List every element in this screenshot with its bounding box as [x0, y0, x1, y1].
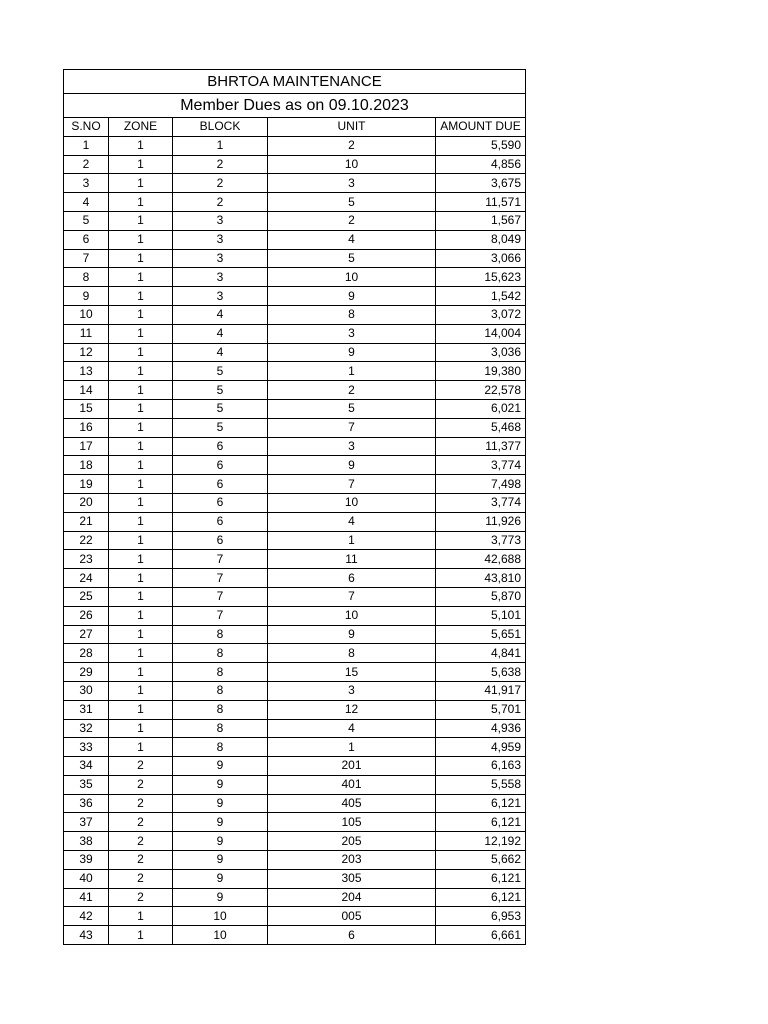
zone-cell: 1 [109, 681, 173, 700]
sno-cell: 42 [64, 907, 109, 926]
sno-cell: 20 [64, 493, 109, 512]
unit-cell: 3 [268, 681, 436, 700]
zone-cell: 1 [109, 926, 173, 945]
unit-cell: 1 [268, 738, 436, 757]
sno-cell: 18 [64, 456, 109, 475]
unit-cell: 6 [268, 926, 436, 945]
amount-due-cell: 6,953 [436, 907, 526, 926]
sno-cell: 2 [64, 155, 109, 174]
sno-cell: 19 [64, 475, 109, 494]
zone-cell: 1 [109, 437, 173, 456]
table-row [64, 249, 526, 268]
block-cell: 3 [173, 287, 268, 306]
sno-cell: 7 [64, 249, 109, 268]
zone-cell: 2 [109, 757, 173, 776]
block-cell: 5 [173, 381, 268, 400]
block-cell: 9 [173, 813, 268, 832]
table-row [64, 888, 526, 907]
zone-cell: 1 [109, 550, 173, 569]
unit-cell: 10 [268, 493, 436, 512]
block-cell: 8 [173, 663, 268, 682]
table-row [64, 512, 526, 531]
block-cell: 8 [173, 681, 268, 700]
block-cell: 3 [173, 249, 268, 268]
block-cell: 9 [173, 775, 268, 794]
amount-due-cell: 4,856 [436, 155, 526, 174]
zone-cell: 2 [109, 832, 173, 851]
unit-cell: 2 [268, 136, 436, 155]
amount-due-cell: 1,542 [436, 287, 526, 306]
subtitle-row [64, 94, 526, 118]
table-row [64, 907, 526, 926]
amount-due-cell: 5,558 [436, 775, 526, 794]
unit-cell: 10 [268, 268, 436, 287]
column-header-zone: ZONE [109, 118, 173, 137]
amount-due-cell: 4,936 [436, 719, 526, 738]
amount-due-cell: 5,638 [436, 663, 526, 682]
block-cell: 8 [173, 644, 268, 663]
zone-cell: 1 [109, 493, 173, 512]
amount-due-cell: 42,688 [436, 550, 526, 569]
sno-cell: 40 [64, 869, 109, 888]
table-row [64, 230, 526, 249]
unit-cell: 7 [268, 418, 436, 437]
table-row [64, 719, 526, 738]
zone-cell: 1 [109, 230, 173, 249]
amount-due-cell: 7,498 [436, 475, 526, 494]
block-cell: 8 [173, 738, 268, 757]
table-row [64, 851, 526, 870]
block-cell: 10 [173, 907, 268, 926]
zone-cell: 1 [109, 399, 173, 418]
column-header-amount-due: AMOUNT DUE [436, 118, 526, 137]
table-body [64, 136, 526, 944]
block-cell: 2 [173, 193, 268, 212]
zone-cell: 1 [109, 305, 173, 324]
table-row [64, 832, 526, 851]
zone-cell: 1 [109, 249, 173, 268]
amount-due-cell: 3,072 [436, 305, 526, 324]
sno-cell: 31 [64, 700, 109, 719]
amount-due-cell: 12,192 [436, 832, 526, 851]
amount-due-cell: 6,121 [436, 869, 526, 888]
sno-cell: 30 [64, 681, 109, 700]
sno-cell: 1 [64, 136, 109, 155]
sheet-title: BHRTOA MAINTENANCE [64, 70, 526, 94]
unit-cell: 205 [268, 832, 436, 851]
zone-cell: 1 [109, 907, 173, 926]
zone-cell: 1 [109, 362, 173, 381]
unit-cell: 12 [268, 700, 436, 719]
amount-due-cell: 5,662 [436, 851, 526, 870]
block-cell: 6 [173, 493, 268, 512]
sno-cell: 22 [64, 531, 109, 550]
sno-cell: 17 [64, 437, 109, 456]
block-cell: 9 [173, 832, 268, 851]
zone-cell: 1 [109, 211, 173, 230]
block-cell: 2 [173, 174, 268, 193]
zone-cell: 1 [109, 287, 173, 306]
sno-cell: 21 [64, 512, 109, 531]
unit-cell: 9 [268, 287, 436, 306]
sno-cell: 37 [64, 813, 109, 832]
unit-cell: 4 [268, 512, 436, 531]
sno-cell: 38 [64, 832, 109, 851]
table-row [64, 926, 526, 945]
zone-cell: 1 [109, 418, 173, 437]
unit-cell: 10 [268, 155, 436, 174]
sno-cell: 25 [64, 587, 109, 606]
zone-cell: 2 [109, 851, 173, 870]
zone-cell: 1 [109, 587, 173, 606]
block-cell: 4 [173, 305, 268, 324]
zone-cell: 1 [109, 456, 173, 475]
amount-due-cell: 3,773 [436, 531, 526, 550]
table-row [64, 362, 526, 381]
block-cell: 6 [173, 437, 268, 456]
zone-cell: 1 [109, 324, 173, 343]
amount-due-cell: 6,121 [436, 794, 526, 813]
block-cell: 8 [173, 625, 268, 644]
sno-cell: 5 [64, 211, 109, 230]
zone-cell: 1 [109, 719, 173, 738]
unit-cell: 3 [268, 437, 436, 456]
amount-due-cell: 3,036 [436, 343, 526, 362]
unit-cell: 1 [268, 362, 436, 381]
table-row [64, 381, 526, 400]
table-row [64, 456, 526, 475]
block-cell: 6 [173, 475, 268, 494]
amount-due-cell: 15,623 [436, 268, 526, 287]
block-cell: 3 [173, 268, 268, 287]
amount-due-cell: 5,651 [436, 625, 526, 644]
amount-due-cell: 6,121 [436, 813, 526, 832]
zone-cell: 1 [109, 343, 173, 362]
block-cell: 6 [173, 531, 268, 550]
amount-due-cell: 19,380 [436, 362, 526, 381]
sno-cell: 10 [64, 305, 109, 324]
unit-cell: 7 [268, 587, 436, 606]
unit-cell: 9 [268, 456, 436, 475]
unit-cell: 8 [268, 305, 436, 324]
unit-cell: 3 [268, 174, 436, 193]
block-cell: 5 [173, 362, 268, 381]
amount-due-cell: 11,377 [436, 437, 526, 456]
zone-cell: 1 [109, 606, 173, 625]
column-header-sno: S.NO [64, 118, 109, 137]
unit-cell: 3 [268, 324, 436, 343]
sheet-subtitle: Member Dues as on 09.10.2023 [64, 94, 526, 118]
zone-cell: 1 [109, 512, 173, 531]
amount-due-cell: 5,101 [436, 606, 526, 625]
table-row [64, 287, 526, 306]
title-row [64, 70, 526, 94]
zone-cell: 1 [109, 136, 173, 155]
table-row [64, 268, 526, 287]
zone-cell: 2 [109, 888, 173, 907]
amount-due-cell: 3,774 [436, 456, 526, 475]
sno-cell: 36 [64, 794, 109, 813]
table-row [64, 813, 526, 832]
unit-cell: 005 [268, 907, 436, 926]
unit-cell: 5 [268, 249, 436, 268]
sno-cell: 23 [64, 550, 109, 569]
zone-cell: 2 [109, 775, 173, 794]
sno-cell: 24 [64, 569, 109, 588]
table-row [64, 193, 526, 212]
sno-cell: 26 [64, 606, 109, 625]
dues-table [63, 69, 526, 945]
table-row [64, 681, 526, 700]
unit-cell: 405 [268, 794, 436, 813]
zone-cell: 1 [109, 644, 173, 663]
sno-cell: 16 [64, 418, 109, 437]
table-row [64, 211, 526, 230]
table-row [64, 644, 526, 663]
zone-cell: 1 [109, 625, 173, 644]
block-cell: 7 [173, 569, 268, 588]
zone-cell: 1 [109, 738, 173, 757]
amount-due-cell: 6,021 [436, 399, 526, 418]
table-row [64, 136, 526, 155]
block-cell: 4 [173, 343, 268, 362]
block-cell: 1 [173, 136, 268, 155]
unit-cell: 15 [268, 663, 436, 682]
block-cell: 3 [173, 211, 268, 230]
amount-due-cell: 43,810 [436, 569, 526, 588]
sno-cell: 12 [64, 343, 109, 362]
block-cell: 9 [173, 869, 268, 888]
zone-cell: 1 [109, 381, 173, 400]
zone-cell: 2 [109, 794, 173, 813]
unit-cell: 5 [268, 193, 436, 212]
amount-due-cell: 8,049 [436, 230, 526, 249]
amount-due-cell: 11,926 [436, 512, 526, 531]
unit-cell: 4 [268, 719, 436, 738]
table-row [64, 869, 526, 888]
zone-cell: 1 [109, 268, 173, 287]
block-cell: 7 [173, 587, 268, 606]
sno-cell: 35 [64, 775, 109, 794]
unit-cell: 5 [268, 399, 436, 418]
zone-cell: 2 [109, 869, 173, 888]
amount-due-cell: 5,590 [436, 136, 526, 155]
table-row [64, 625, 526, 644]
block-cell: 6 [173, 512, 268, 531]
unit-cell: 105 [268, 813, 436, 832]
zone-cell: 1 [109, 531, 173, 550]
amount-due-cell: 5,468 [436, 418, 526, 437]
unit-cell: 4 [268, 230, 436, 249]
unit-cell: 201 [268, 757, 436, 776]
unit-cell: 2 [268, 211, 436, 230]
table-row [64, 663, 526, 682]
table-row [64, 757, 526, 776]
sno-cell: 11 [64, 324, 109, 343]
amount-due-cell: 41,917 [436, 681, 526, 700]
table-row [64, 531, 526, 550]
amount-due-cell: 3,675 [436, 174, 526, 193]
unit-cell: 203 [268, 851, 436, 870]
column-header-block: BLOCK [173, 118, 268, 137]
table-row [64, 775, 526, 794]
block-cell: 9 [173, 888, 268, 907]
unit-cell: 1 [268, 531, 436, 550]
table-row [64, 738, 526, 757]
unit-cell: 9 [268, 625, 436, 644]
unit-cell: 7 [268, 475, 436, 494]
amount-due-cell: 5,870 [436, 587, 526, 606]
block-cell: 5 [173, 418, 268, 437]
block-cell: 2 [173, 155, 268, 174]
amount-due-cell: 3,066 [436, 249, 526, 268]
block-cell: 10 [173, 926, 268, 945]
sno-cell: 29 [64, 663, 109, 682]
block-cell: 4 [173, 324, 268, 343]
sno-cell: 34 [64, 757, 109, 776]
amount-due-cell: 6,121 [436, 888, 526, 907]
table-row [64, 174, 526, 193]
zone-cell: 1 [109, 174, 173, 193]
unit-cell: 8 [268, 644, 436, 663]
block-cell: 7 [173, 606, 268, 625]
table-row [64, 794, 526, 813]
zone-cell: 1 [109, 475, 173, 494]
amount-due-cell: 5,701 [436, 700, 526, 719]
sno-cell: 6 [64, 230, 109, 249]
unit-cell: 10 [268, 606, 436, 625]
block-cell: 8 [173, 700, 268, 719]
unit-cell: 305 [268, 869, 436, 888]
block-cell: 9 [173, 851, 268, 870]
sno-cell: 15 [64, 399, 109, 418]
sno-cell: 39 [64, 851, 109, 870]
sno-cell: 41 [64, 888, 109, 907]
zone-cell: 1 [109, 700, 173, 719]
table-row [64, 155, 526, 174]
sno-cell: 8 [64, 268, 109, 287]
table-row [64, 343, 526, 362]
amount-due-cell: 6,661 [436, 926, 526, 945]
zone-cell: 1 [109, 193, 173, 212]
table-row [64, 418, 526, 437]
sno-cell: 33 [64, 738, 109, 757]
zone-cell: 2 [109, 813, 173, 832]
table-row [64, 399, 526, 418]
sno-cell: 43 [64, 926, 109, 945]
amount-due-cell: 22,578 [436, 381, 526, 400]
amount-due-cell: 4,841 [436, 644, 526, 663]
table-row [64, 305, 526, 324]
block-cell: 9 [173, 794, 268, 813]
sno-cell: 27 [64, 625, 109, 644]
zone-cell: 1 [109, 569, 173, 588]
table-row [64, 437, 526, 456]
sno-cell: 14 [64, 381, 109, 400]
table-row [64, 569, 526, 588]
sno-cell: 13 [64, 362, 109, 381]
table-row [64, 324, 526, 343]
unit-cell: 204 [268, 888, 436, 907]
block-cell: 8 [173, 719, 268, 738]
table-row [64, 550, 526, 569]
amount-due-cell: 3,774 [436, 493, 526, 512]
table-row [64, 606, 526, 625]
amount-due-cell: 1,567 [436, 211, 526, 230]
unit-cell: 6 [268, 569, 436, 588]
amount-due-cell: 14,004 [436, 324, 526, 343]
table-row [64, 700, 526, 719]
unit-cell: 2 [268, 381, 436, 400]
table-row [64, 587, 526, 606]
column-header-unit: UNIT [268, 118, 436, 137]
sno-cell: 32 [64, 719, 109, 738]
sno-cell: 28 [64, 644, 109, 663]
sno-cell: 3 [64, 174, 109, 193]
unit-cell: 9 [268, 343, 436, 362]
block-cell: 6 [173, 456, 268, 475]
amount-due-cell: 4,959 [436, 738, 526, 757]
zone-cell: 1 [109, 155, 173, 174]
block-cell: 9 [173, 757, 268, 776]
unit-cell: 11 [268, 550, 436, 569]
unit-cell: 401 [268, 775, 436, 794]
amount-due-cell: 11,571 [436, 193, 526, 212]
block-cell: 5 [173, 399, 268, 418]
block-cell: 3 [173, 230, 268, 249]
block-cell: 7 [173, 550, 268, 569]
table-row [64, 493, 526, 512]
sno-cell: 4 [64, 193, 109, 212]
sno-cell: 9 [64, 287, 109, 306]
zone-cell: 1 [109, 663, 173, 682]
table-row [64, 475, 526, 494]
amount-due-cell: 6,163 [436, 757, 526, 776]
header-row [64, 118, 526, 137]
